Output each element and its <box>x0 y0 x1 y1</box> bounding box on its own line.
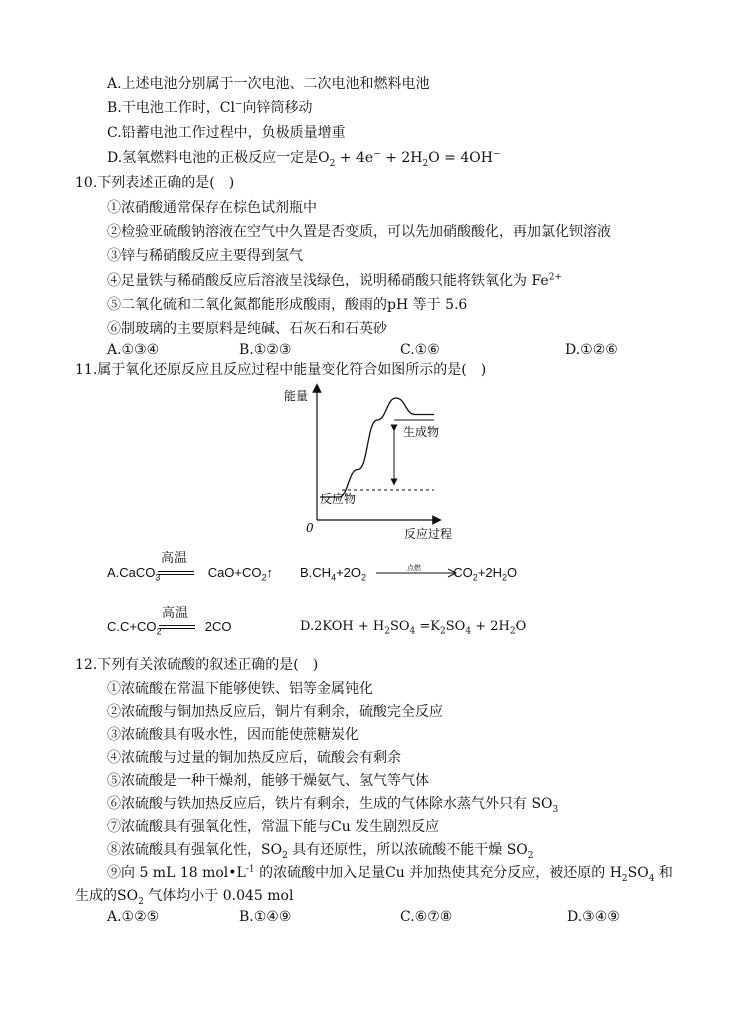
q10-item-4: ④足量铁与稀硝酸反应后溶液呈浅绿色，说明稀硝酸只能将铁氧化为 $Fe^{2+}$ <box>107 272 562 289</box>
q9-option-d: D.氢氧燃料电池的正极反应一定是$O_2 + 4e^- + 2H_2O = 4OH^-$ <box>107 149 501 169</box>
q11-option-b-arrow <box>376 568 458 578</box>
reactant-label: 反应物 <box>320 492 357 506</box>
q10-item-1: ①浓硝酸通常保存在棕色试剂瓶中 <box>107 200 317 216</box>
x-axis-label: 反应过程 <box>404 527 453 541</box>
energy-curve <box>320 398 434 497</box>
energy-diagram-svg <box>282 378 472 542</box>
q11-option-c-equals <box>159 625 195 629</box>
q9-option-a: A.上述电池分别属于一次电池、二次电池和燃料电池 <box>107 76 430 92</box>
q12-item-4: ④浓硫酸与过量的铜加热反应后，硫酸会有剩余 <box>107 750 401 766</box>
product-label: 生成物 <box>403 425 440 439</box>
q12-item-9-continued: 生成的$SO_2$ 气体均小于 0.045 mol <box>75 888 294 907</box>
q9-option-b: B.干电池工作时，Cl−向锌筒移动 <box>107 99 313 116</box>
q12-item-3: ③浓硫酸具有吸水性，因而能使蔗糖炭化 <box>107 727 359 743</box>
q11-option-b-condition: 点燃 <box>407 564 421 572</box>
q10-option-b[interactable]: B.①②③ <box>239 342 292 358</box>
q10-item-2: ②检验亚硫酸钠溶液在空气中久置是否变质，可以先加硝酸酸化，再加氯化钡溶液 <box>107 224 611 240</box>
q11-stem: 11.属于氧化还原反应且反应过程中能量变化符合如图所示的是( ) <box>75 362 487 378</box>
q10-option-c[interactable]: C.①⑥ <box>400 342 440 358</box>
q12-item-5: ⑤浓硫酸是一种干燥剂，能够干燥氨气、氢气等气体 <box>107 773 429 789</box>
q10-option-a[interactable]: A.①③④ <box>107 342 160 358</box>
q12-item-1: ①浓硫酸在常温下能够使铁、铝等金属钝化 <box>107 681 373 697</box>
q12-option-a[interactable]: A.①②⑤ <box>107 909 160 925</box>
q10-stem: 10.下列表述正确的是( ) <box>75 175 235 191</box>
q12-options <box>107 907 667 927</box>
q12-item-8: ⑧浓硫酸具有强氧化性，$SO_2$ 具有还原性，所以浓硫酸不能干燥 $SO_2$ <box>107 842 534 861</box>
q11-option-d[interactable]: $D.2KOH + H_2SO_4 =K_2SO_4 + 2H_2O$ <box>300 619 527 637</box>
q12-item-7: ⑦浓硫酸具有强氧化性，常温下能与Cu 发生剧烈反应 <box>107 819 440 835</box>
y-axis-label: 能量 <box>284 389 309 403</box>
q12-item-6: ⑥浓硫酸与铁加热反应后，铁片有剩余，生成的气体除水蒸气外只有 $SO_3$ <box>107 796 559 815</box>
q10-item-5: ⑤二氧化硫和二氧化氮都能形成酸雨，酸雨的pH 等于 5.6 <box>107 297 468 313</box>
q12-option-b[interactable]: B.①④⑨ <box>239 909 292 925</box>
q11-option-b[interactable]: $B.CH_4+2O_2$ $CO_2+2H_2O$ <box>300 565 518 583</box>
q12-item-9: ⑨向 5 mL 18 $mol•L^{-1}$ 的浓硫酸中加入足量Cu 并加热使其充分反应，被还原的 $H_2SO_4$ 和 <box>107 864 673 884</box>
q12-option-c[interactable]: C.⑥⑦⑧ <box>400 909 453 925</box>
q11-option-a-condition: 高温 <box>161 551 188 566</box>
q11-option-a-equals <box>158 571 194 575</box>
q11-option-c-condition: 高温 <box>162 606 189 621</box>
q11-option-c[interactable]: $C.C+CO_2$ 2CO <box>107 619 232 637</box>
q10-item-6: ⑥制玻璃的主要原料是纯碱、石灰石和石英砂 <box>107 321 387 337</box>
q12-item-2: ②浓硫酸与铜加热反应后，铜片有剩余，硫酸完全反应 <box>107 704 443 720</box>
q12-stem: 12.下列有关浓硫酸的叙述正确的是( ) <box>75 657 319 673</box>
energy-diagram <box>282 378 472 542</box>
q10-option-d[interactable]: D.①②⑥ <box>565 342 618 358</box>
q10-options <box>107 340 667 360</box>
q11-option-a[interactable]: A.CaCO$_3$ $CaO+CO_2↑$ <box>107 565 274 583</box>
origin-label: 0 <box>306 521 314 535</box>
q12-option-d[interactable]: D.③④⑨ <box>567 909 620 925</box>
q9-option-c: C.铅蓄电池工作过程中，负极质量增重 <box>107 125 346 141</box>
q10-item-3: ③锌与稀硝酸反应主要得到氢气 <box>107 248 303 264</box>
